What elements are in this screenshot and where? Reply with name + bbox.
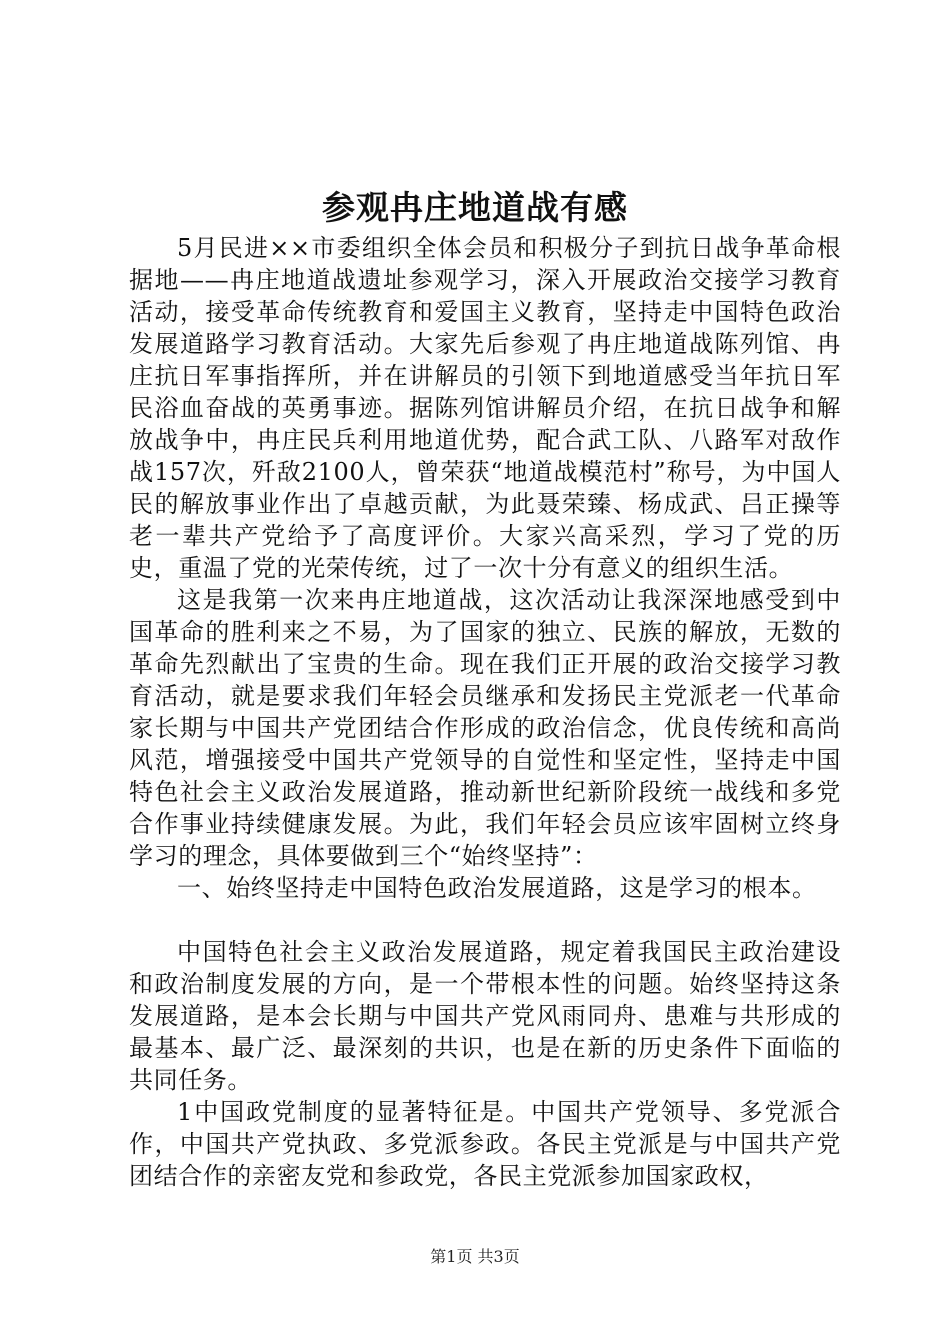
document-body <box>129 232 841 1192</box>
paragraph-point-one-heading: 一、始终坚持走中国特色政治发展道路，这是学习的根本。 <box>177 874 817 902</box>
paragraph-party-system: 1中国政党制度的显著特征是。中国共产党领导、多党派合作，中国共产党执政、多党派参政。各民主党派是与中国共产党团结合作的亲密友党和参政党，各民主党派参加国家政权， <box>129 1098 841 1190</box>
page-footer: 第1页 共3页 <box>430 1247 520 1266</box>
paragraph-political-path: 中国特色社会主义政治发展道路，规定着我国民主政治建设和政治制度发展的方向，是一个带根本性的问题。始终坚持这条发展道路，是本会长期与中国共产党风雨同舟、患难与共形成的最基本、最广泛、最深刻的共识，也是在新的历史条件下面临的共同任务。 <box>129 938 841 1094</box>
paragraph-reflection: 这是我第一次来冉庄地道战，这次活动让我深深地感受到中国革命的胜利来之不易，为了国家的独立、民族的解放，无数的革命先烈献出了宝贵的生命。现在我们正开展的政治交接学习教育活动，就是要求我们年轻会员继承和发扬民主党派老一代革命家长期与中国共产党团结合作形成的政治信念，优良传统和高尚风范，增强接受中国共产党领导的自觉性和坚定性，坚持走中国特色社会主义政治发展道路，推动新世纪新阶段统一战线和多党合作事业持续健康发展。为此，我们年轻会员应该牢固树立终身学习的理念，具体要做到三个“始终坚持”： <box>129 586 841 870</box>
document-title: 参观冉庄地道战有感 <box>322 188 628 227</box>
paragraph-intro: 5月民进××市委组织全体会员和积极分子到抗日战争革命根据地——冉庄地道战遗址参观学习，深入开展政治交接学习教育活动，接受革命传统教育和爱国主义教育，坚持走中国特色政治发展道路学习教育活动。大家先后参观了冉庄地道战陈列馆、冉庄抗日军事指挥所，并在讲解员的引领下到地道感受当年抗日军民浴血奋战的英勇事迹。据陈列馆讲解员介绍，在抗日战争和解放战争中，冉庄民兵利用地道优势，配合武工队、八路军对敌作战157次，歼敌2100人，曾荣获“地道战模范村”称号，为中国人民的解放事业作出了卓越贡献，为此聂荣臻、杨成武、吕正操等老一辈共产党给予了高度评价。大家兴高采烈，学习了党的历史，重温了党的光荣传统，过了一次十分有意义的组织生活。 <box>129 234 841 582</box>
